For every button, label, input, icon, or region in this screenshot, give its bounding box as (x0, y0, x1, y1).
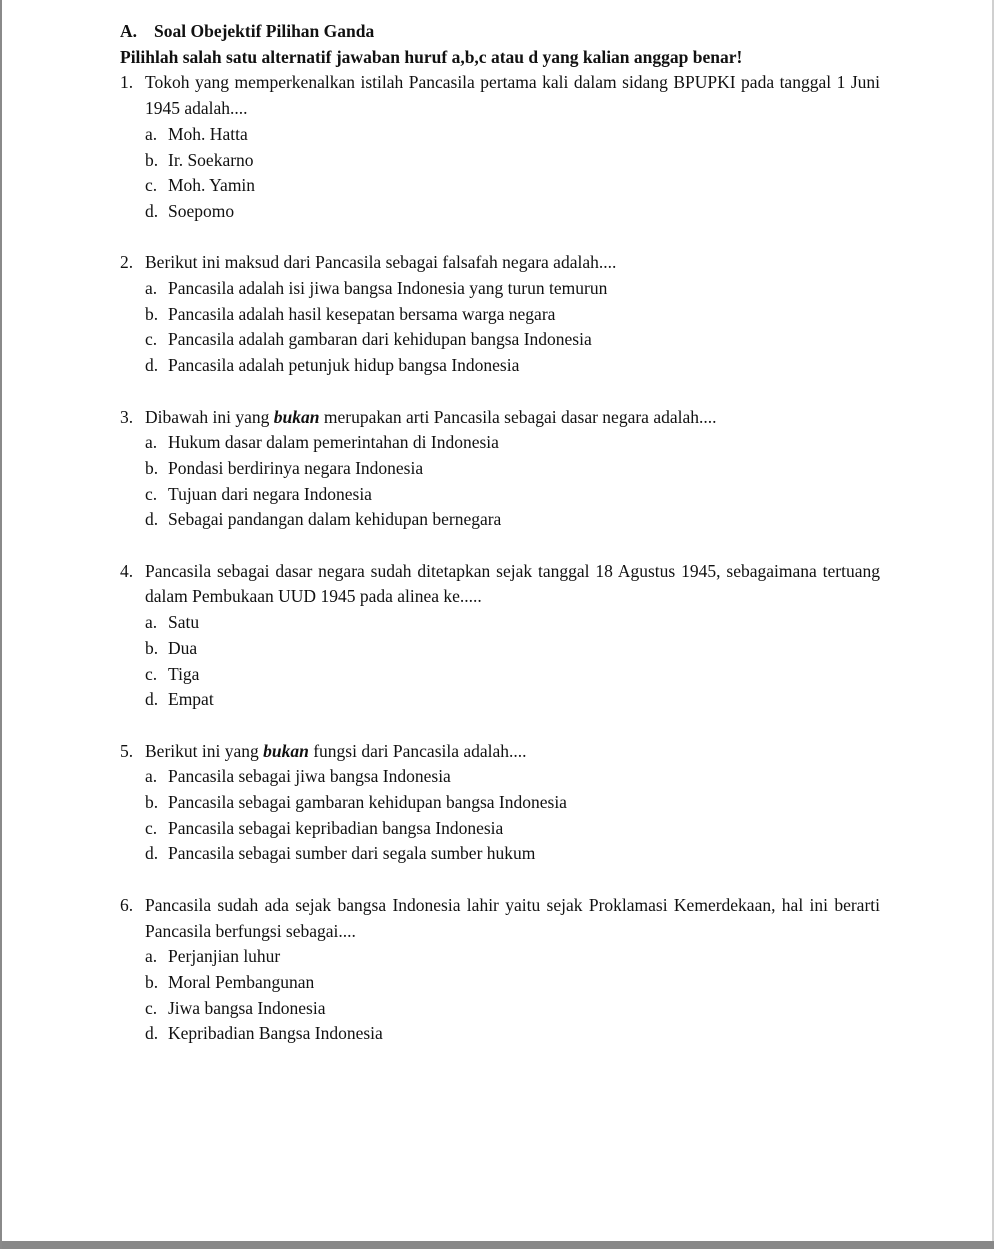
question-3 (120, 405, 880, 534)
option-text: Pancasila sebagai sumber dari segala sumber hukum (168, 843, 536, 864)
option-text: Pancasila adalah gambaran dari kehidupan bangsa Indonesia (168, 329, 592, 350)
spacer (120, 713, 880, 739)
option-text: Kepribadian Bangsa Indonesia (168, 1023, 383, 1044)
question-stem (120, 250, 880, 276)
option-letter: b. (145, 971, 159, 992)
option-a (145, 610, 880, 636)
option-text: Hukum dasar dalam pemerintahan di Indonesia (168, 432, 499, 453)
spacer (120, 225, 880, 251)
option-letter: a. (145, 612, 158, 633)
option-list (145, 276, 880, 379)
option-letter: d. (145, 843, 159, 864)
option-letter: c. (145, 483, 158, 504)
question-number: 6. (120, 894, 134, 915)
question-number: 5. (120, 740, 134, 761)
option-text: Dua (168, 637, 198, 658)
option-text: Pancasila adalah hasil kesepatan bersama warga negara (168, 303, 556, 324)
question-text-part: Dibawah ini yang (145, 406, 274, 427)
page-bottom-edge (2, 1241, 994, 1249)
option-text: Pancasila sebagai kepribadian bangsa Indonesia (168, 817, 504, 838)
option-text: Perjanjian luhur (168, 946, 281, 967)
option-letter: a. (145, 766, 158, 787)
instruction-text: Pilihlah salah satu alternatif jawaban huruf a,b,c atau d yang kalian anggap benar! (120, 46, 743, 67)
option-d (145, 353, 880, 379)
option-text: Satu (168, 612, 200, 633)
option-list (145, 430, 880, 533)
question-stem (120, 893, 880, 944)
option-list (145, 610, 880, 713)
option-d (145, 687, 880, 713)
question-emphasis: bukan (263, 740, 309, 761)
question-text (145, 70, 880, 121)
option-c (145, 816, 880, 842)
question-number: 2. (120, 252, 134, 273)
question-emphasis: bukan (273, 406, 320, 427)
option-letter: b. (145, 457, 159, 478)
question-text-part: Pancasila sebagai dasar negara sudah ditetapkan sejak tanggal 18 Agustus 1945, sebagaimana tertuang dalam Pembukaan UUD 1945 pada alinea ke..... (145, 560, 880, 607)
option-text: Sebagai pandangan dalam kehidupan bernegara (168, 509, 502, 530)
question-stem (120, 405, 880, 431)
question-text-part: Pancasila sudah ada sejak bangsa Indonesia lahir yaitu sejak Proklamasi Kemerdekaan, hal ini berarti Pancasila berfungsi sebagai.... (145, 894, 880, 941)
option-text: Pancasila adalah petunjuk hidup bangsa Indonesia (168, 355, 520, 376)
spacer (120, 533, 880, 559)
option-c (145, 662, 880, 688)
question-1 (120, 70, 880, 224)
option-text: Pancasila adalah isi jiwa bangsa Indonesia yang turun temurun (168, 278, 608, 299)
option-a (145, 122, 880, 148)
option-b (145, 790, 880, 816)
question-text-part: Berikut ini yang (145, 740, 264, 761)
section-heading (120, 19, 880, 45)
document-content (120, 19, 880, 1047)
option-d (145, 841, 880, 867)
option-letter: c. (145, 329, 158, 350)
question-number: 1. (120, 72, 134, 93)
option-text: Jiwa bangsa Indonesia (168, 997, 326, 1018)
question-text-part: merupakan arti Pancasila sebagai dasar negara adalah.... (319, 406, 717, 427)
question-stem (120, 559, 880, 610)
option-text: Pondasi berdirinya negara Indonesia (168, 457, 424, 478)
question-5 (120, 739, 880, 868)
option-text: Tujuan dari negara Indonesia (168, 483, 372, 504)
spacer (120, 867, 880, 893)
option-text: Soepomo (168, 200, 235, 221)
option-a (145, 276, 880, 302)
option-b (145, 970, 880, 996)
option-list (145, 764, 880, 867)
question-text (145, 405, 880, 431)
option-c (145, 482, 880, 508)
option-text: Moral Pembangunan (168, 971, 315, 992)
question-6 (120, 893, 880, 1047)
question-number: 4. (120, 560, 134, 581)
question-4 (120, 559, 880, 713)
option-letter: d. (145, 200, 159, 221)
option-text: Moh. Yamin (168, 175, 256, 196)
option-b (145, 302, 880, 328)
option-b (145, 148, 880, 174)
option-text: Pancasila sebagai gambaran kehidupan bangsa Indonesia (168, 792, 567, 813)
option-d (145, 1021, 880, 1047)
question-text-part: Tokoh yang memperkenalkan istilah Pancasila pertama kali dalam sidang BPUPKI pada tanggal 1 Juni 1945 adalah.... (145, 72, 880, 119)
option-letter: a. (145, 946, 158, 967)
option-letter: c. (145, 817, 158, 838)
question-stem (120, 739, 880, 765)
option-c (145, 327, 880, 353)
option-letter: b. (145, 792, 159, 813)
option-text: Ir. Soekarno (168, 149, 254, 170)
question-text (145, 893, 880, 944)
option-letter: b. (145, 303, 159, 324)
option-letter: a. (145, 432, 158, 453)
question-text-part: fungsi dari Pancasila adalah.... (308, 740, 527, 761)
option-letter: c. (145, 997, 158, 1018)
option-a (145, 430, 880, 456)
option-letter: d. (145, 355, 159, 376)
option-text: Tiga (168, 663, 200, 684)
question-text (145, 250, 880, 276)
question-text (145, 739, 880, 765)
option-letter: b. (145, 149, 159, 170)
question-text-part: Berikut ini maksud dari Pancasila sebagai falsafah negara adalah.... (145, 252, 617, 273)
option-c (145, 173, 880, 199)
option-letter: c. (145, 175, 158, 196)
option-text: Moh. Hatta (168, 123, 248, 144)
option-d (145, 507, 880, 533)
option-letter: a. (145, 123, 158, 144)
option-a (145, 944, 880, 970)
option-d (145, 199, 880, 225)
option-list (145, 944, 880, 1047)
question-text (145, 559, 880, 610)
option-letter: d. (145, 509, 159, 530)
option-c (145, 996, 880, 1022)
option-a (145, 764, 880, 790)
option-letter: a. (145, 278, 158, 299)
option-b (145, 636, 880, 662)
option-b (145, 456, 880, 482)
question-number: 3. (120, 406, 134, 427)
option-letter: d. (145, 1023, 159, 1044)
option-text: Pancasila sebagai jiwa bangsa Indonesia (168, 766, 451, 787)
option-letter: d. (145, 689, 159, 710)
option-letter: c. (145, 663, 158, 684)
option-letter: b. (145, 637, 159, 658)
spacer (120, 379, 880, 405)
question-stem (120, 70, 880, 121)
section-title: Soal Obejektif Pilihan Ganda (154, 21, 375, 41)
section-letter: A. (120, 21, 138, 41)
question-2 (120, 250, 880, 379)
option-text: Empat (168, 689, 214, 710)
option-list (145, 122, 880, 225)
